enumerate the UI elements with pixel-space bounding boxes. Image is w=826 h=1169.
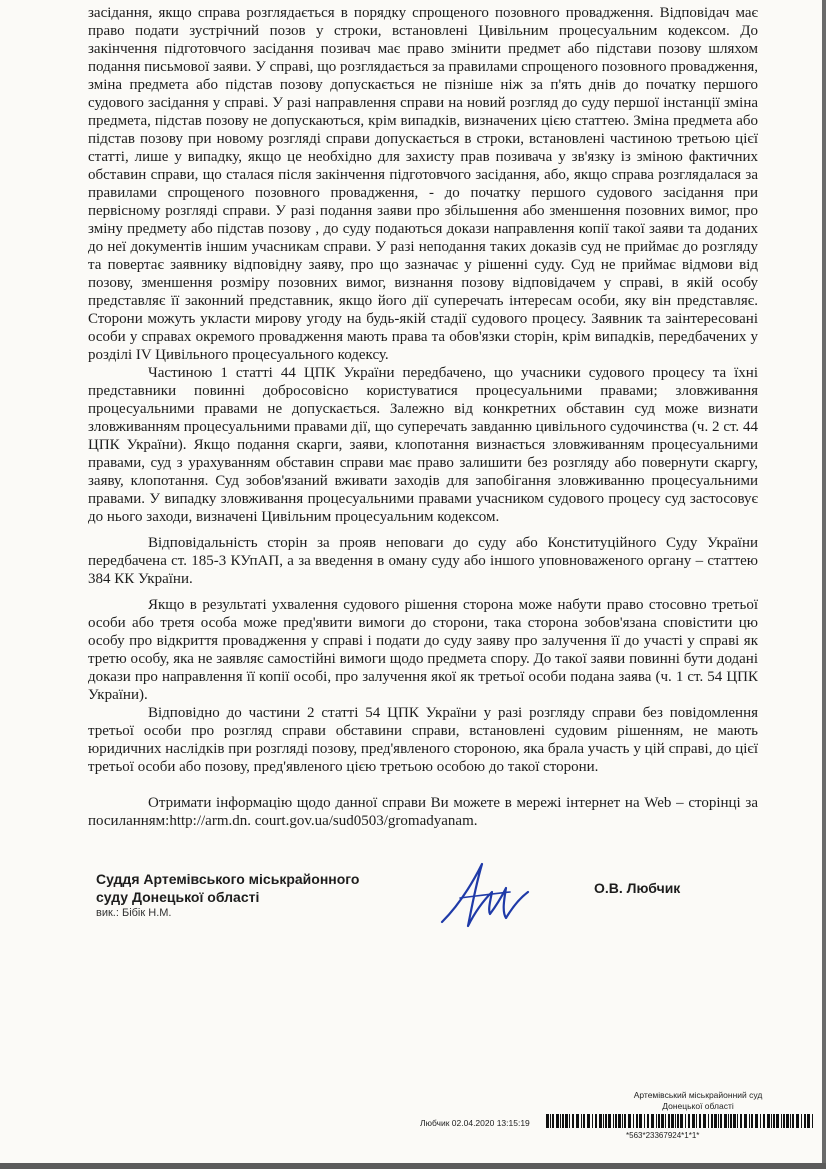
barcode-stripe <box>624 1114 626 1128</box>
barcode-stripe <box>773 1114 775 1128</box>
barcode-stripe <box>699 1114 701 1128</box>
handwritten-signature <box>436 858 532 932</box>
barcode-stripe <box>737 1114 738 1128</box>
barcode-stripe <box>696 1114 697 1128</box>
barcode-stripe <box>546 1114 549 1128</box>
barcode-stripe <box>703 1114 706 1128</box>
barcode-stripe <box>665 1114 666 1128</box>
stamp-court-name <box>598 1090 798 1112</box>
barcode-stripe <box>576 1114 579 1128</box>
barcode-stripe <box>801 1114 802 1128</box>
barcode-stripe <box>781 1114 782 1128</box>
barcode-stripe <box>581 1114 582 1128</box>
scan-edge-bottom <box>0 1163 826 1169</box>
paragraph-1: засідання, якщо справа розглядається в порядку спрощеного позовного провадження. Відповідач має право подати зустрічний позов у строки, встановлені Цивільним процесуальним кодексом. До закінчення підготовчого засідання позивач має право змінити предмет або підстави позову шляхом подання письмової заяви. У справі, що розглядається за правилами спрощеного позовного провадження, зміна предмета або підстав позову допускається не пізніше ніж за п'ять днів до початку першого судового засідання у справі. У разі направлення справи на новий розгляд до суду першої інстанції зміна предмета, підстав позову не допускаються, крім випадків, визначених цією статтею. Зміна предмета або підстав позову при новому розгляді справи допускається в строки, встановлені частиною третьою цієї статті, лише у випадку, якщо це необхідно для захисту прав позивача у зв'язку із зміною фактичних обставин справи, що сталася після закінчення підготовчого засідання, або, якщо справа розглядалася за правилами спрощеного позовного провадження, - до початку першого судового засідання при первісному розгляді справи. У разі подання заяви про збільшення або зменшення позовних вимог, про зміну предмету або підстав позову , до суду подаються докази направлення копії такої заяви та доданих до неї документів іншим учасникам справи. У разі неподання таких доказів суд не приймає до розгляду та повертає заявнику відповідну заяву, про що зазначає у рішенні суду. Суд не приймає відмови від позову, зменшення розміру позовних вимог, визнання позову відповідачем у справі, в якій особу представляє її законний представник, якщо його дії суперечать інтересам особи, яку він представляє. Сторони можуть укласти мирову угоду на будь-якій стадії судового процесу. Заявник та заінтересовані особи у справах окремого провадження мають права та обов'язки сторін, крім випадків, передбачених у розділі IV Цивільного процесуального кодексу. <box>88 5 758 363</box>
barcode-stripe <box>680 1114 683 1128</box>
barcode-stripe <box>733 1114 736 1128</box>
document-body <box>88 4 758 830</box>
barcode-stripe <box>783 1114 785 1128</box>
paragraph-5: Відповідно до частини 2 статті 54 ЦПК України у разі розгляду справи без повідомлення третьої особи про розгляд справи обставини справи, встановлені судовим рішенням, не мають юридичних наслідків при розгляді позову, пред'явленого стороною, яка брала участь у цій справі, до цієї третьої особи або позову, пред'явленого цією третьою особою до такої сторони. <box>88 705 758 775</box>
barcode-stripe <box>562 1114 564 1128</box>
signature-block <box>96 870 396 920</box>
stamp-court-line2: Донецької області <box>662 1101 734 1111</box>
barcode-stripe <box>751 1114 753 1128</box>
barcode-stripe <box>556 1114 559 1128</box>
barcode-stripe <box>644 1114 645 1128</box>
stamp-code: *563*23367924*1*1* <box>626 1131 700 1140</box>
barcode-stripe <box>595 1114 597 1128</box>
stamp-court-line1: Артемівський міськрайонний суд <box>633 1090 763 1100</box>
barcode-stripe <box>792 1114 794 1128</box>
barcode-stripe <box>618 1114 621 1128</box>
info-paragraph: Отримати інформацію щодо данної справи Ви можете в мережі інтернет на Web – сторінці за посиланням:http://arm.dn. court.gov.ua/sud0503/gromadyanam. <box>88 795 758 829</box>
barcode-stripe <box>550 1114 551 1128</box>
barcode-stripe <box>767 1114 770 1128</box>
executor-line: вик.: Бібік Н.М. <box>96 907 172 919</box>
barcode-stripe <box>587 1114 590 1128</box>
barcode-stripe <box>776 1114 779 1128</box>
barcode-stripe <box>552 1114 554 1128</box>
barcode-stripe <box>708 1114 709 1128</box>
barcode-stripe <box>658 1114 660 1128</box>
barcode-stripe <box>711 1114 713 1128</box>
barcode-stripe <box>647 1114 649 1128</box>
registration-stamp <box>420 1090 820 1150</box>
barcode-stripe <box>671 1114 674 1128</box>
barcode-stripe <box>675 1114 676 1128</box>
judge-position-line1: Суддя Артемівського міськрайонного <box>96 871 360 887</box>
barcode-stripe <box>720 1114 722 1128</box>
barcode-stripe <box>685 1114 686 1128</box>
barcode-stripe <box>714 1114 717 1128</box>
barcode-stripe <box>740 1114 742 1128</box>
barcode-stripe <box>807 1114 810 1128</box>
judge-position-line2: суду Донецької області <box>96 889 260 905</box>
barcode <box>546 1114 816 1128</box>
barcode-stripe <box>572 1114 574 1128</box>
barcode-stripe <box>749 1114 750 1128</box>
barcode-stripe <box>608 1114 611 1128</box>
barcode-stripe <box>790 1114 791 1128</box>
barcode-stripe <box>692 1114 695 1128</box>
barcode-stripe <box>744 1114 747 1128</box>
barcode-stripe <box>656 1114 657 1128</box>
barcode-stripe <box>599 1114 602 1128</box>
barcode-stripe <box>592 1114 593 1128</box>
barcode-stripe <box>804 1114 806 1128</box>
paragraph-2: Частиною 1 статті 44 ЦПК України передбачено, що учасники судового процесу та їхні представники повинні добросовісно користуватися процесуальними правами; зловживання процесуальними правами не допускається. Залежно від конкретних обставин суд може визнати зловживанням процесуальними правами дії, що суперечать завданню цивільного судочинства (ч. 2 ст. 44 ЦПК України). Якщо подання скарги, заяви, клопотання визнається зловживанням процесуальними правами, суд з урахуванням обставин справи має право залишити без розгляду або повернути скаргу, заяву, клопотання. Суд зобов'язаний вживати заходів для запобігання зловживанню процесуальними правами. У випадку зловживання процесуальними правами учасником судового процесу суд застосовує до нього заходи, визначені Цивільним процесуальним кодексом. <box>88 365 758 525</box>
paragraph-4: Якщо в результаті ухвалення судового рішення сторона може набути право стосовно третьої особи або третя особа може пред'явити вимоги до сторони, така сторона зобов'язана сповістити цю особу про відкриття провадження у справі і подати до суду заяву про залучення її до участі у справі як третю особу, яка не заявляє самостійні вимоги щодо предмета спору. До такої заяви повинні бути додані докази про направлення її копії особі, про залучення якої як третьої особи подана заява (ч. 1 ст. 54 ЦПК України). <box>88 597 758 703</box>
barcode-stripe <box>786 1114 789 1128</box>
barcode-stripe <box>677 1114 679 1128</box>
barcode-stripe <box>763 1114 765 1128</box>
paragraph-3: Відповідальність сторін за прояв неповаги до суду або Конституційного Суду України передбачена ст. 185-3 КУпАП, а за введення в оману суду або іншого уповноваженого органу – статтею 384 КК України. <box>88 535 758 587</box>
barcode-stripe <box>755 1114 758 1128</box>
barcode-stripe <box>615 1114 617 1128</box>
barcode-stripe <box>718 1114 719 1128</box>
barcode-stripe <box>724 1114 727 1128</box>
barcode-stripe <box>603 1114 604 1128</box>
barcode-stripe <box>639 1114 642 1128</box>
barcode-stripe <box>605 1114 607 1128</box>
barcode-stripe <box>565 1114 568 1128</box>
barcode-stripe <box>651 1114 654 1128</box>
barcode-stripe <box>583 1114 585 1128</box>
barcode-stripe <box>730 1114 732 1128</box>
barcode-stripe <box>688 1114 690 1128</box>
judge-name: О.В. Любчик <box>594 880 681 896</box>
barcode-stripe <box>668 1114 670 1128</box>
barcode-stripe <box>771 1114 772 1128</box>
barcode-stripe <box>633 1114 634 1128</box>
barcode-stripe <box>796 1114 799 1128</box>
barcode-stripe <box>622 1114 623 1128</box>
barcode-stripe <box>560 1114 561 1128</box>
barcode-stripe <box>728 1114 729 1128</box>
scan-edge-right <box>822 0 826 1169</box>
barcode-stripe <box>760 1114 761 1128</box>
stamp-meta: Любчик 02.04.2020 13:15:19 <box>420 1118 530 1128</box>
barcode-stripe <box>661 1114 664 1128</box>
barcode-stripe <box>636 1114 638 1128</box>
barcode-stripe <box>569 1114 570 1128</box>
barcode-stripe <box>812 1114 813 1128</box>
barcode-stripe <box>628 1114 631 1128</box>
barcode-stripe <box>613 1114 614 1128</box>
